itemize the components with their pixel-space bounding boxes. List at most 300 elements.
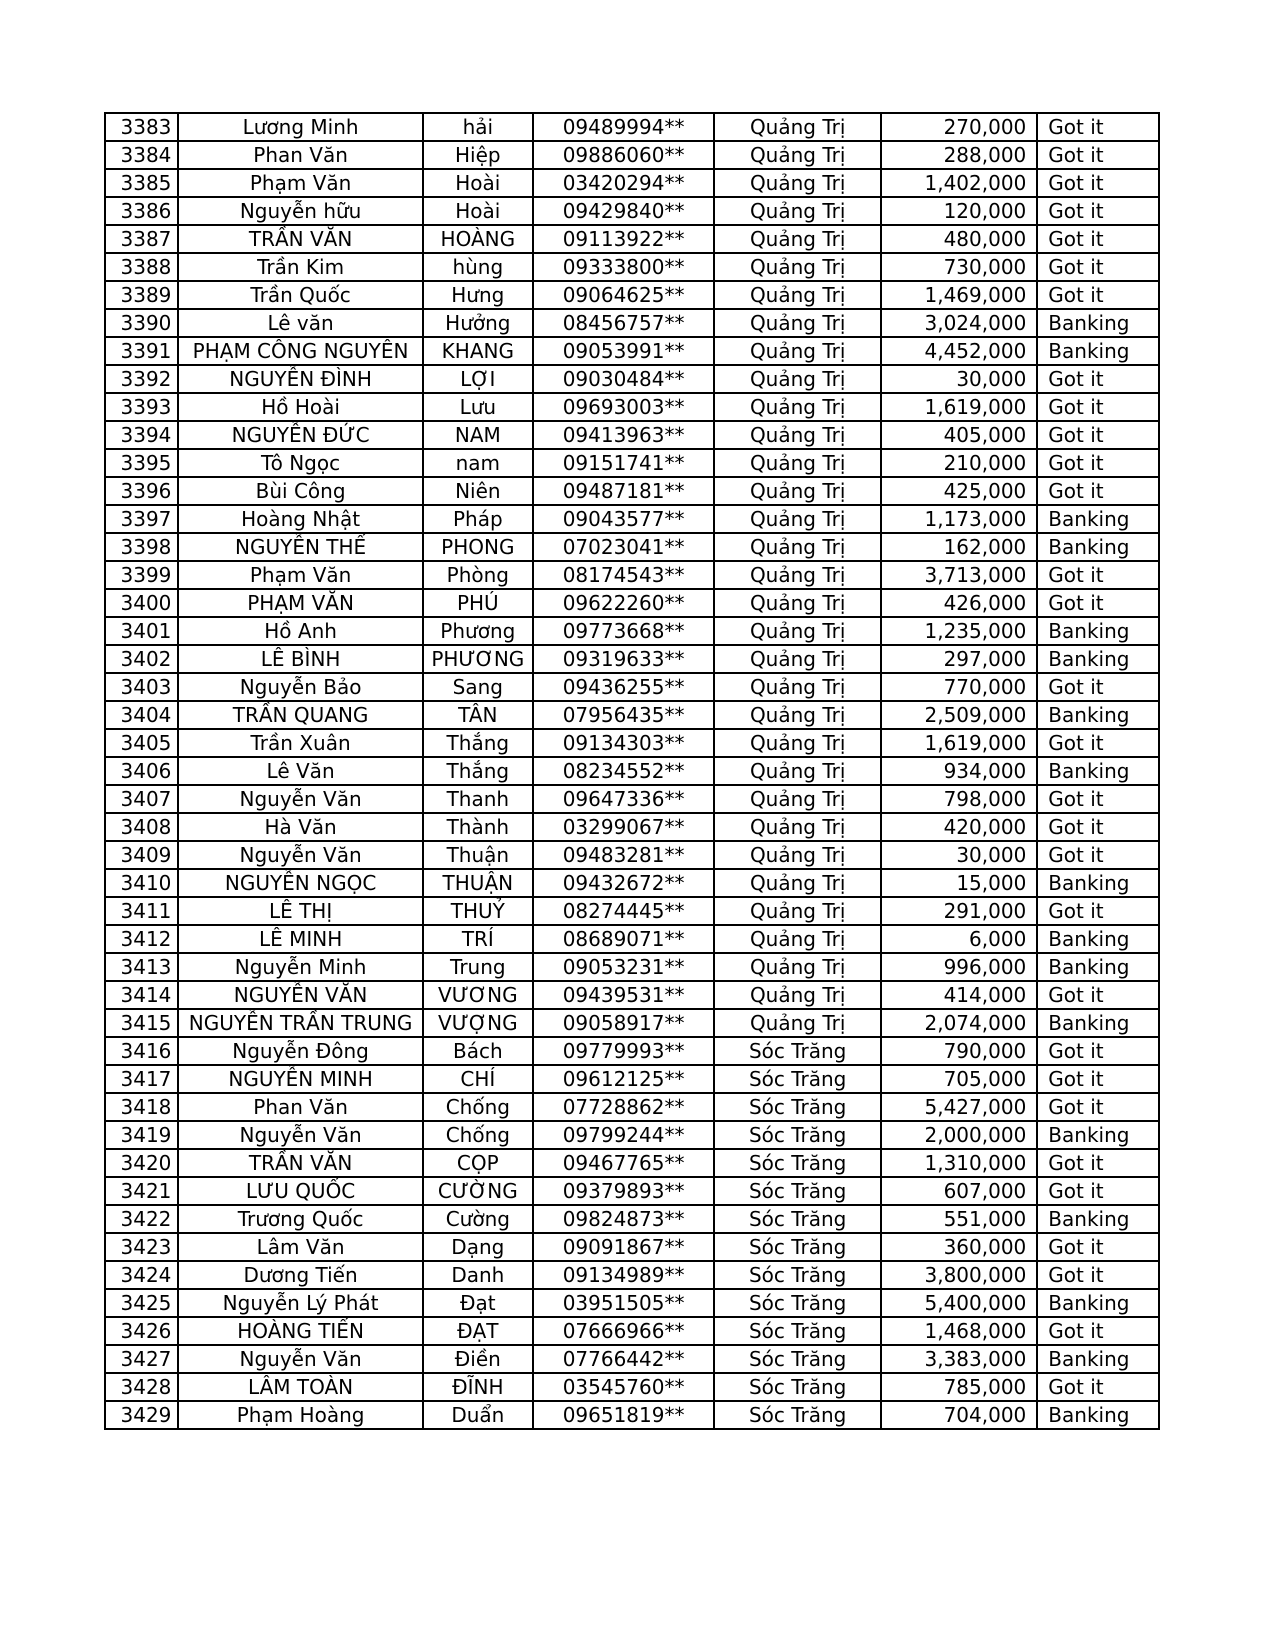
province-cell: Quảng Trị [714, 561, 881, 589]
row-number-cell: 3385 [105, 169, 178, 197]
row-number-cell: 3401 [105, 617, 178, 645]
payment-method-cell: Banking [1037, 869, 1159, 897]
given-name-cell: PHƯƠNG [423, 645, 533, 673]
province-cell: Quảng Trị [714, 841, 881, 869]
table-row [105, 1121, 1159, 1149]
given-name-cell: Pháp [423, 505, 533, 533]
given-name-cell: Danh [423, 1261, 533, 1289]
payment-method-cell: Banking [1037, 533, 1159, 561]
surname-cell: TRẦN VĂN [178, 225, 422, 253]
payment-method-cell: Got it [1037, 169, 1159, 197]
table-row [105, 1289, 1159, 1317]
phone-cell: 09622260** [533, 589, 714, 617]
phone-cell: 09487181** [533, 477, 714, 505]
province-cell: Quảng Trị [714, 505, 881, 533]
province-cell: Quảng Trị [714, 449, 881, 477]
province-cell: Sóc Trăng [714, 1289, 881, 1317]
amount-cell: 1,173,000 [881, 505, 1037, 533]
amount-cell: 6,000 [881, 925, 1037, 953]
payment-method-cell: Got it [1037, 589, 1159, 617]
table-row [105, 393, 1159, 421]
amount-cell: 15,000 [881, 869, 1037, 897]
table-row [105, 981, 1159, 1009]
surname-cell: Hoàng Nhật [178, 505, 422, 533]
payment-method-cell: Banking [1037, 1345, 1159, 1373]
province-cell: Quảng Trị [714, 225, 881, 253]
given-name-cell: hải [423, 113, 533, 141]
payment-method-cell: Got it [1037, 673, 1159, 701]
table-row [105, 1065, 1159, 1093]
amount-cell: 996,000 [881, 953, 1037, 981]
surname-cell: Lê văn [178, 309, 422, 337]
table-body [105, 113, 1159, 1429]
surname-cell: Nguyễn Minh [178, 953, 422, 981]
payment-method-cell: Banking [1037, 1401, 1159, 1429]
amount-cell: 270,000 [881, 113, 1037, 141]
table-row [105, 813, 1159, 841]
table-row [105, 1373, 1159, 1401]
amount-cell: 3,383,000 [881, 1345, 1037, 1373]
given-name-cell: KHANG [423, 337, 533, 365]
province-cell: Sóc Trăng [714, 1149, 881, 1177]
payment-method-cell: Got it [1037, 841, 1159, 869]
province-cell: Quảng Trị [714, 113, 881, 141]
table-row [105, 365, 1159, 393]
province-cell: Quảng Trị [714, 673, 881, 701]
row-number-cell: 3388 [105, 253, 178, 281]
table-row [105, 729, 1159, 757]
payment-method-cell: Got it [1037, 113, 1159, 141]
table-row [105, 757, 1159, 785]
amount-cell: 704,000 [881, 1401, 1037, 1429]
table-row [105, 1093, 1159, 1121]
payment-method-cell: Banking [1037, 1121, 1159, 1149]
phone-cell: 09053231** [533, 953, 714, 981]
province-cell: Quảng Trị [714, 981, 881, 1009]
phone-cell: 09134989** [533, 1261, 714, 1289]
table-row [105, 1317, 1159, 1345]
given-name-cell: HOÀNG [423, 225, 533, 253]
phone-cell: 09489994** [533, 113, 714, 141]
phone-cell: 09058917** [533, 1009, 714, 1037]
payment-method-cell: Banking [1037, 505, 1159, 533]
phone-cell: 09651819** [533, 1401, 714, 1429]
phone-cell: 03951505** [533, 1289, 714, 1317]
given-name-cell: TRÍ [423, 925, 533, 953]
surname-cell: Nguyễn Đông [178, 1037, 422, 1065]
phone-cell: 09113922** [533, 225, 714, 253]
phone-cell: 09779993** [533, 1037, 714, 1065]
table-row [105, 589, 1159, 617]
payment-method-cell: Got it [1037, 1177, 1159, 1205]
province-cell: Quảng Trị [714, 281, 881, 309]
payment-method-cell: Got it [1037, 785, 1159, 813]
given-name-cell: VƯƠNG [423, 981, 533, 1009]
table-row [105, 477, 1159, 505]
amount-cell: 798,000 [881, 785, 1037, 813]
table-row [105, 1205, 1159, 1233]
row-number-cell: 3428 [105, 1373, 178, 1401]
surname-cell: Phan Văn [178, 1093, 422, 1121]
phone-cell: 09030484** [533, 365, 714, 393]
table-row [105, 281, 1159, 309]
given-name-cell: Phòng [423, 561, 533, 589]
table-row [105, 645, 1159, 673]
given-name-cell: Bách [423, 1037, 533, 1065]
table-row [105, 141, 1159, 169]
table-row [105, 1009, 1159, 1037]
surname-cell: Lương Minh [178, 113, 422, 141]
given-name-cell: LỢI [423, 365, 533, 393]
amount-cell: 360,000 [881, 1233, 1037, 1261]
surname-cell: Phan Văn [178, 141, 422, 169]
table-row [105, 869, 1159, 897]
table-row [105, 1261, 1159, 1289]
province-cell: Quảng Trị [714, 645, 881, 673]
surname-cell: Trần Quốc [178, 281, 422, 309]
phone-cell: 03299067** [533, 813, 714, 841]
phone-cell: 07728862** [533, 1093, 714, 1121]
row-number-cell: 3424 [105, 1261, 178, 1289]
province-cell: Sóc Trăng [714, 1037, 881, 1065]
given-name-cell: Dạng [423, 1233, 533, 1261]
row-number-cell: 3394 [105, 421, 178, 449]
row-number-cell: 3420 [105, 1149, 178, 1177]
phone-cell: 09439531** [533, 981, 714, 1009]
given-name-cell: Đạt [423, 1289, 533, 1317]
surname-cell: Trần Kim [178, 253, 422, 281]
phone-cell: 09319633** [533, 645, 714, 673]
phone-cell: 08689071** [533, 925, 714, 953]
row-number-cell: 3417 [105, 1065, 178, 1093]
given-name-cell: PHONG [423, 533, 533, 561]
amount-cell: 420,000 [881, 813, 1037, 841]
province-cell: Quảng Trị [714, 197, 881, 225]
province-cell: Sóc Trăng [714, 1373, 881, 1401]
phone-cell: 09436255** [533, 673, 714, 701]
surname-cell: Phạm Văn [178, 561, 422, 589]
payment-method-cell: Got it [1037, 477, 1159, 505]
given-name-cell: Niên [423, 477, 533, 505]
given-name-cell: Duẩn [423, 1401, 533, 1429]
given-name-cell: TÂN [423, 701, 533, 729]
phone-cell: 08456757** [533, 309, 714, 337]
province-cell: Sóc Trăng [714, 1345, 881, 1373]
amount-cell: 414,000 [881, 981, 1037, 1009]
province-cell: Quảng Trị [714, 253, 881, 281]
table-row [105, 1037, 1159, 1065]
province-cell: Quảng Trị [714, 953, 881, 981]
phone-cell: 09467765** [533, 1149, 714, 1177]
payment-method-cell: Banking [1037, 645, 1159, 673]
surname-cell: Nguyễn Bảo [178, 673, 422, 701]
surname-cell: NGUYỄN NGỌC [178, 869, 422, 897]
row-number-cell: 3422 [105, 1205, 178, 1233]
payment-method-cell: Banking [1037, 309, 1159, 337]
surname-cell: Lâm Văn [178, 1233, 422, 1261]
surname-cell: LƯU QUỐC [178, 1177, 422, 1205]
table-row [105, 1233, 1159, 1261]
amount-cell: 3,713,000 [881, 561, 1037, 589]
row-number-cell: 3391 [105, 337, 178, 365]
surname-cell: NGUYỄN ĐÌNH [178, 365, 422, 393]
phone-cell: 09824873** [533, 1205, 714, 1233]
province-cell: Quảng Trị [714, 897, 881, 925]
table-row [105, 421, 1159, 449]
surname-cell: Nguyễn Văn [178, 1345, 422, 1373]
row-number-cell: 3387 [105, 225, 178, 253]
table-row [105, 617, 1159, 645]
surname-cell: LÊ BÌNH [178, 645, 422, 673]
payment-method-cell: Banking [1037, 1205, 1159, 1233]
row-number-cell: 3393 [105, 393, 178, 421]
row-number-cell: 3408 [105, 813, 178, 841]
row-number-cell: 3423 [105, 1233, 178, 1261]
row-number-cell: 3416 [105, 1037, 178, 1065]
given-name-cell: THUẬN [423, 869, 533, 897]
payment-method-cell: Got it [1037, 1065, 1159, 1093]
province-cell: Quảng Trị [714, 757, 881, 785]
phone-cell: 09693003** [533, 393, 714, 421]
given-name-cell: Hoài [423, 169, 533, 197]
amount-cell: 30,000 [881, 841, 1037, 869]
phone-cell: 08234552** [533, 757, 714, 785]
amount-cell: 705,000 [881, 1065, 1037, 1093]
row-number-cell: 3407 [105, 785, 178, 813]
surname-cell: Phạm Hoàng [178, 1401, 422, 1429]
payment-method-cell: Got it [1037, 365, 1159, 393]
province-cell: Sóc Trăng [714, 1205, 881, 1233]
amount-cell: 785,000 [881, 1373, 1037, 1401]
payment-method-cell: Got it [1037, 197, 1159, 225]
amount-cell: 30,000 [881, 365, 1037, 393]
given-name-cell: CHÍ [423, 1065, 533, 1093]
amount-cell: 4,452,000 [881, 337, 1037, 365]
given-name-cell: Phương [423, 617, 533, 645]
payment-method-cell: Got it [1037, 421, 1159, 449]
phone-cell: 09151741** [533, 449, 714, 477]
payment-method-cell: Got it [1037, 1373, 1159, 1401]
amount-cell: 2,074,000 [881, 1009, 1037, 1037]
table-row [105, 897, 1159, 925]
surname-cell: TRẦN QUANG [178, 701, 422, 729]
table-row [105, 197, 1159, 225]
row-number-cell: 3405 [105, 729, 178, 757]
amount-cell: 2,509,000 [881, 701, 1037, 729]
amount-cell: 5,427,000 [881, 1093, 1037, 1121]
table-row [105, 841, 1159, 869]
payment-method-cell: Got it [1037, 141, 1159, 169]
payment-method-cell: Got it [1037, 225, 1159, 253]
given-name-cell: nam [423, 449, 533, 477]
row-number-cell: 3384 [105, 141, 178, 169]
phone-cell: 09799244** [533, 1121, 714, 1149]
province-cell: Quảng Trị [714, 729, 881, 757]
row-number-cell: 3411 [105, 897, 178, 925]
table-row [105, 953, 1159, 981]
province-cell: Sóc Trăng [714, 1177, 881, 1205]
amount-cell: 1,310,000 [881, 1149, 1037, 1177]
province-cell: Quảng Trị [714, 701, 881, 729]
given-name-cell: Chống [423, 1121, 533, 1149]
amount-cell: 5,400,000 [881, 1289, 1037, 1317]
given-name-cell: CỌP [423, 1149, 533, 1177]
surname-cell: Nguyễn Văn [178, 785, 422, 813]
given-name-cell: Điền [423, 1345, 533, 1373]
row-number-cell: 3389 [105, 281, 178, 309]
phone-cell: 09429840** [533, 197, 714, 225]
surname-cell: Tô Ngọc [178, 449, 422, 477]
row-number-cell: 3399 [105, 561, 178, 589]
payment-method-cell: Got it [1037, 253, 1159, 281]
payment-method-cell: Got it [1037, 281, 1159, 309]
province-cell: Quảng Trị [714, 309, 881, 337]
given-name-cell: Sang [423, 673, 533, 701]
payout-table [104, 112, 1160, 1430]
payment-method-cell: Got it [1037, 449, 1159, 477]
surname-cell: NGUYỄN MINH [178, 1065, 422, 1093]
amount-cell: 288,000 [881, 141, 1037, 169]
given-name-cell: hùng [423, 253, 533, 281]
payment-method-cell: Got it [1037, 981, 1159, 1009]
given-name-cell: CƯỜNG [423, 1177, 533, 1205]
table-row [105, 785, 1159, 813]
province-cell: Sóc Trăng [714, 1093, 881, 1121]
phone-cell: 07956435** [533, 701, 714, 729]
table-row [105, 1401, 1159, 1429]
province-cell: Quảng Trị [714, 785, 881, 813]
phone-cell: 03420294** [533, 169, 714, 197]
province-cell: Sóc Trăng [714, 1261, 881, 1289]
phone-cell: 09647336** [533, 785, 714, 813]
surname-cell: Nguyễn Văn [178, 841, 422, 869]
surname-cell: Nguyễn hữu [178, 197, 422, 225]
phone-cell: 07023041** [533, 533, 714, 561]
given-name-cell: THUỶ [423, 897, 533, 925]
phone-cell: 09379893** [533, 1177, 714, 1205]
province-cell: Quảng Trị [714, 421, 881, 449]
amount-cell: 426,000 [881, 589, 1037, 617]
province-cell: Quảng Trị [714, 925, 881, 953]
amount-cell: 297,000 [881, 645, 1037, 673]
row-number-cell: 3390 [105, 309, 178, 337]
phone-cell: 09043577** [533, 505, 714, 533]
payment-method-cell: Got it [1037, 1233, 1159, 1261]
payment-method-cell: Got it [1037, 1261, 1159, 1289]
row-number-cell: 3413 [105, 953, 178, 981]
amount-cell: 770,000 [881, 673, 1037, 701]
phone-cell: 09413963** [533, 421, 714, 449]
province-cell: Quảng Trị [714, 813, 881, 841]
row-number-cell: 3395 [105, 449, 178, 477]
amount-cell: 790,000 [881, 1037, 1037, 1065]
surname-cell: NGUYỄN ĐỨC [178, 421, 422, 449]
table-row [105, 925, 1159, 953]
table-row [105, 225, 1159, 253]
row-number-cell: 3425 [105, 1289, 178, 1317]
row-number-cell: 3426 [105, 1317, 178, 1345]
given-name-cell: Hoài [423, 197, 533, 225]
row-number-cell: 3402 [105, 645, 178, 673]
surname-cell: TRẦN VĂN [178, 1149, 422, 1177]
payment-method-cell: Banking [1037, 337, 1159, 365]
phone-cell: 09483281** [533, 841, 714, 869]
given-name-cell: Thành [423, 813, 533, 841]
phone-cell: 07666966** [533, 1317, 714, 1345]
phone-cell: 03545760** [533, 1373, 714, 1401]
province-cell: Quảng Trị [714, 1009, 881, 1037]
payment-method-cell: Got it [1037, 897, 1159, 925]
province-cell: Sóc Trăng [714, 1401, 881, 1429]
table-row [105, 169, 1159, 197]
given-name-cell: Thanh [423, 785, 533, 813]
phone-cell: 09091867** [533, 1233, 714, 1261]
table-row [105, 449, 1159, 477]
amount-cell: 607,000 [881, 1177, 1037, 1205]
payment-method-cell: Got it [1037, 1093, 1159, 1121]
row-number-cell: 3404 [105, 701, 178, 729]
table-row [105, 309, 1159, 337]
given-name-cell: Chống [423, 1093, 533, 1121]
amount-cell: 1,468,000 [881, 1317, 1037, 1345]
table-row [105, 701, 1159, 729]
payment-method-cell: Got it [1037, 561, 1159, 589]
row-number-cell: 3397 [105, 505, 178, 533]
phone-cell: 09134303** [533, 729, 714, 757]
surname-cell: NGUYỄN TRẦN TRUNG [178, 1009, 422, 1037]
payment-method-cell: Got it [1037, 1037, 1159, 1065]
payment-method-cell: Banking [1037, 1009, 1159, 1037]
row-number-cell: 3406 [105, 757, 178, 785]
row-number-cell: 3415 [105, 1009, 178, 1037]
amount-cell: 730,000 [881, 253, 1037, 281]
given-name-cell: Cường [423, 1205, 533, 1233]
surname-cell: Lê Văn [178, 757, 422, 785]
amount-cell: 551,000 [881, 1205, 1037, 1233]
amount-cell: 934,000 [881, 757, 1037, 785]
row-number-cell: 3421 [105, 1177, 178, 1205]
row-number-cell: 3410 [105, 869, 178, 897]
given-name-cell: NAM [423, 421, 533, 449]
table-row [105, 561, 1159, 589]
table-row [105, 1345, 1159, 1373]
given-name-cell: VƯỢNG [423, 1009, 533, 1037]
province-cell: Quảng Trị [714, 393, 881, 421]
province-cell: Sóc Trăng [714, 1317, 881, 1345]
surname-cell: HOÀNG TIẾN [178, 1317, 422, 1345]
surname-cell: Bùi Công [178, 477, 422, 505]
province-cell: Quảng Trị [714, 477, 881, 505]
payment-method-cell: Got it [1037, 813, 1159, 841]
amount-cell: 480,000 [881, 225, 1037, 253]
row-number-cell: 3414 [105, 981, 178, 1009]
given-name-cell: PHÚ [423, 589, 533, 617]
amount-cell: 1,235,000 [881, 617, 1037, 645]
row-number-cell: 3427 [105, 1345, 178, 1373]
phone-cell: 09612125** [533, 1065, 714, 1093]
payment-method-cell: Banking [1037, 1289, 1159, 1317]
surname-cell: Nguyễn Văn [178, 1121, 422, 1149]
phone-cell: 09773668** [533, 617, 714, 645]
phone-cell: 09432672** [533, 869, 714, 897]
given-name-cell: Thắng [423, 729, 533, 757]
surname-cell: LÂM TOÀN [178, 1373, 422, 1401]
amount-cell: 405,000 [881, 421, 1037, 449]
amount-cell: 3,024,000 [881, 309, 1037, 337]
province-cell: Sóc Trăng [714, 1121, 881, 1149]
surname-cell: LÊ MINH [178, 925, 422, 953]
table-row [105, 337, 1159, 365]
